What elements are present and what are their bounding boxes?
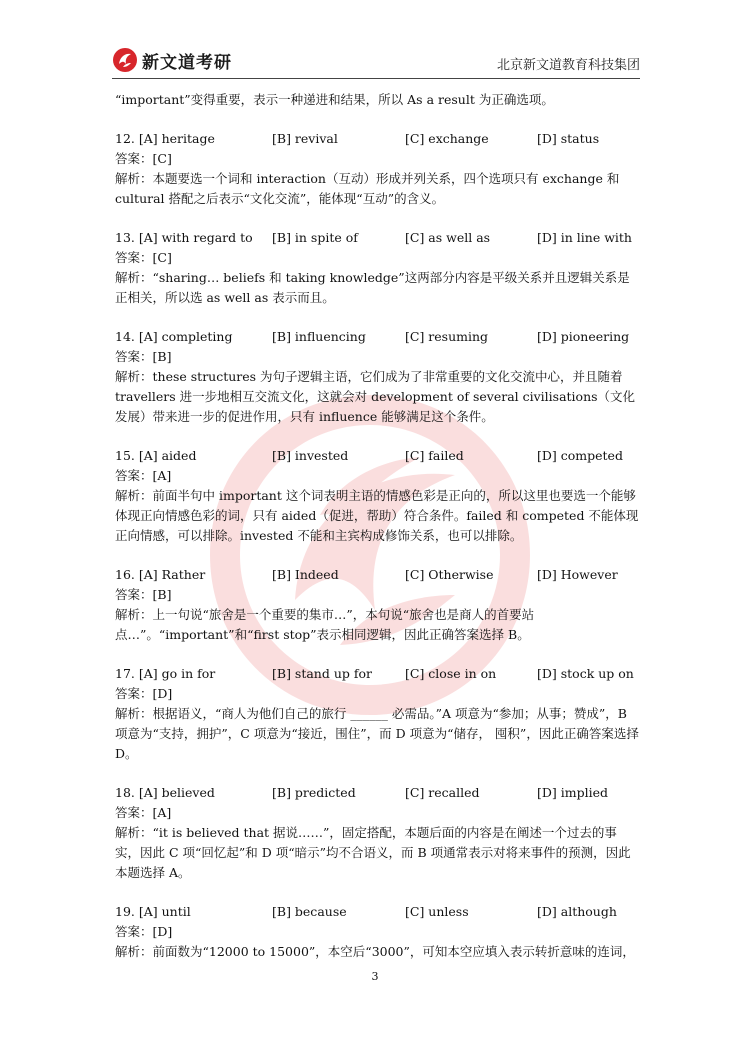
- answer: 答案：[B]: [115, 587, 172, 602]
- options-row: [115, 446, 640, 466]
- option-b: [B] Indeed: [272, 567, 339, 582]
- option-b: [B] stand up for: [272, 666, 372, 681]
- answer: 答案：[C]: [115, 151, 172, 166]
- intro-paragraph: “important”变得重要，表示一种递进和结果，所以 As a result 为正确选项。: [115, 92, 554, 107]
- question-12: [115, 129, 640, 209]
- options-row: [115, 565, 640, 585]
- explanation: 解析：根据语义，“商人为他们自己的旅行 ______ 必需品。”A 项意为“参加；从事；赞成”，B 项意为“支持，拥护”，C 项意为“接近，围住”，而 D 项意为“储存， 囤积”，因此正确答案选择 D。: [115, 706, 639, 761]
- answer: 答案：[A]: [115, 468, 172, 483]
- page-header: [112, 44, 640, 79]
- option-c: [C] unless: [405, 904, 469, 919]
- answer: 答案：[D]: [115, 924, 173, 939]
- options-row: [115, 129, 640, 149]
- question-15: [115, 446, 640, 546]
- option-d: [D] However: [537, 567, 618, 582]
- question-14: [115, 327, 640, 427]
- option-b: [B] invested: [272, 448, 349, 463]
- option-b: [B] revival: [272, 131, 338, 146]
- document-body: [115, 90, 640, 962]
- explanation: 解析：these structures 为句子逻辑主语，它们成为了非常重要的文化交流中心，并且随着 travellers 进一步地相互交流文化，这就会对 development of several civilisations（文化发展）带来进一步的促进作用，只有 influence 能够满足这个条件。: [115, 369, 636, 424]
- option-a: 18. [A] believed: [115, 785, 215, 800]
- options-row: [115, 228, 640, 248]
- question-18: [115, 783, 640, 883]
- option-a: 19. [A] until: [115, 904, 191, 919]
- option-c: [C] failed: [405, 448, 464, 463]
- explanation: 解析：前面半句中 important 这个词表明主语的情感色彩是正向的，所以这里也要选一个能够体现正向情感色彩的词，只有 aided（促进，帮助）符合条件。failed 和 competed 不能体现正向情感，可以排除。invested 不能和主宾构成修饰关系，也可以排除。: [115, 488, 639, 543]
- explanation: 解析：上一句说“旅舍是一个重要的集市…”，本句说“旅舍也是商人的首要站点…”。“important”和“first stop”表示相同逻辑，因此正确答案选择 B。: [115, 607, 535, 642]
- explanation: 解析：“it is believed that 据说……”，固定搭配，本题后面的内容是在阐述一个过去的事实，因此 C 项“回忆起”和 D 项“暗示”均不合语义，而 B 项通常表示对将来事件的预测，因此本题选择 A。: [115, 825, 631, 880]
- option-d: [D] stock up on: [537, 666, 634, 681]
- option-d: [D] status: [537, 131, 600, 146]
- question-16: [115, 565, 640, 645]
- question-13: [115, 228, 640, 308]
- option-a: 15. [A] aided: [115, 448, 197, 463]
- option-a: 14. [A] completing: [115, 329, 233, 344]
- option-a: 12. [A] heritage: [115, 131, 215, 146]
- answer: 答案：[C]: [115, 250, 172, 265]
- option-b: [B] influencing: [272, 329, 366, 344]
- answer: 答案：[B]: [115, 349, 172, 364]
- answer: 答案：[A]: [115, 805, 172, 820]
- option-a: 17. [A] go in for: [115, 666, 216, 681]
- explanation: 解析：“sharing… beliefs 和 taking knowledge”这两部分内容是平级关系并且逻辑关系是正相关，所以选 as well as 表示而且。: [115, 270, 630, 305]
- options-row: [115, 327, 640, 347]
- option-c: [C] recalled: [405, 785, 480, 800]
- options-row: [115, 783, 640, 803]
- option-b: [B] predicted: [272, 785, 356, 800]
- brand-name: 新文道考研: [142, 52, 232, 73]
- option-d: [D] although: [537, 904, 617, 919]
- options-row: [115, 902, 640, 922]
- option-d: [D] competed: [537, 448, 623, 463]
- option-c: [C] exchange: [405, 131, 489, 146]
- page-number: 3: [371, 970, 379, 983]
- explanation: 解析：本题要选一个词和 interaction（互动）形成并列关系，四个选项只有 exchange 和 cultural 搭配之后表示“文化交流”，能体现“互动”的含义。: [115, 171, 620, 206]
- option-b: [B] because: [272, 904, 347, 919]
- option-b: [B] in spite of: [272, 230, 358, 245]
- option-d: [D] pioneering: [537, 329, 630, 344]
- option-c: [C] as well as: [405, 230, 491, 245]
- brand-logo: [112, 46, 232, 74]
- option-d: [D] implied: [537, 785, 608, 800]
- question-17: [115, 664, 640, 764]
- options-row: [115, 664, 640, 684]
- option-c: [C] resuming: [405, 329, 489, 344]
- phoenix-logo-icon: [112, 47, 138, 73]
- option-d: [D] in line with: [537, 230, 632, 245]
- question-19: [115, 902, 640, 962]
- option-a: 16. [A] Rather: [115, 567, 206, 582]
- option-c: [C] close in on: [405, 666, 497, 681]
- answer: 答案：[D]: [115, 686, 173, 701]
- company-name: 北京新文道教育科技集团: [496, 58, 640, 73]
- explanation: 解析：前面数为“12000 to 15000”，本空后“3000”，可知本空应填入表示转折意味的连词，: [115, 944, 635, 959]
- option-c: [C] Otherwise: [405, 567, 494, 582]
- option-a: 13. [A] with regard to: [115, 230, 253, 245]
